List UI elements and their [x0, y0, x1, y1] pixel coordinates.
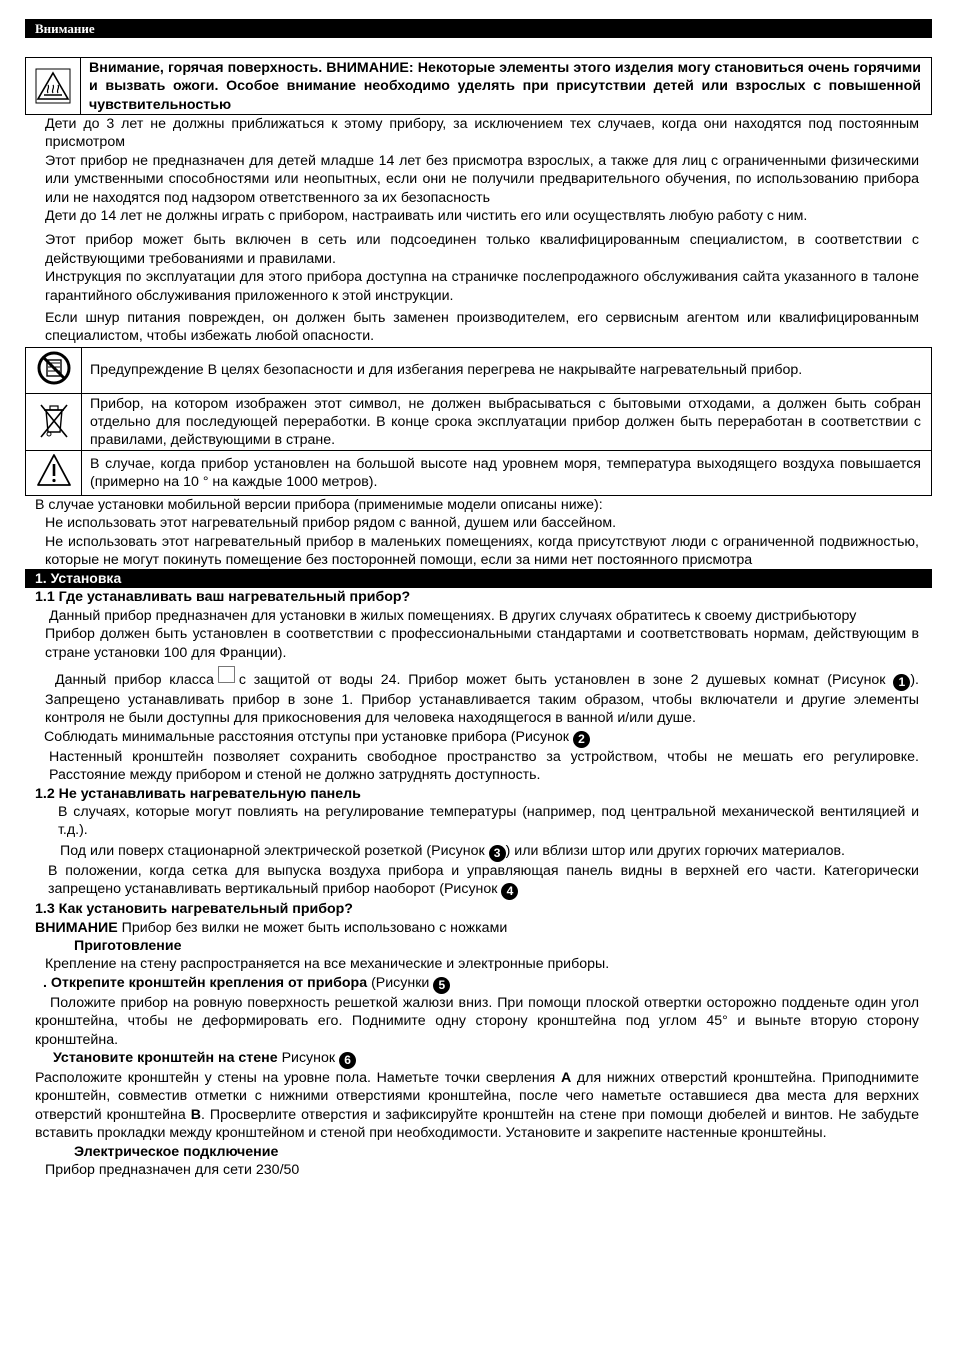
figure-6-badge: 6 [339, 1052, 356, 1069]
figure-5-badge: 5 [433, 977, 450, 994]
paragraph: Соблюдать минимальные расстояния отступы при установке прибора (Рисунок 2 [25, 728, 932, 748]
symbol-text: Предупреждение В целях безопасности и для избегания перегрева не накрывайте нагревательный прибор. [82, 347, 932, 393]
section-1-2-title: 1.2 Не устанавливать нагревательную панель [35, 785, 361, 802]
symbol-text: В случае, когда прибор установлен на большой высоте над уровнем моря, температура выходящего воздуха повышается (примерно на 10 ° на каждые 1000 метров). [82, 451, 932, 495]
electrical-title: Электрическое подключение [74, 1143, 279, 1160]
preparation-title: Приготовление [74, 938, 182, 954]
symbol-row [26, 347, 932, 393]
mobile-item: Не использовать этот нагревательный прибор рядом с ванной, душем или бассейном. [45, 515, 617, 532]
mobile-item: Не использовать этот нагревательный прибор в маленьких помещениях, когда присутствуют люди с ограниченной подвижностью, которые не могут покинуть помещение без посторонней помощи, если за ними нет постоянного присмотра [45, 533, 919, 568]
hot-surface-warning-box [25, 57, 932, 115]
class-symbol-icon [218, 666, 235, 683]
symbol-text: Прибор, на котором изображен этот символ, не должен выбрасываться с бытовыми отходами, а должен быть собран отдельно для последующей переработки. В конце срока эксплуатации прибор должен быть переработан в соответствии с правилами, действующими в стране. [82, 394, 932, 451]
hot-surface-warning-text: Внимание, горячая поверхность. ВНИМАНИЕ: Некоторые элементы этого изделия могу становиться очень горячими и вызвать ожоги. Особое внимание необходимо уделять при присутствии детей или взрослых с повышенной чувствительностью [89, 60, 921, 113]
paragraph: ВНИМАНИЕ Прибор без вилки не может быть использовано с ножками [35, 919, 508, 936]
paragraph: Крепление на стену распространяется на все механические и электронные приборы. [45, 956, 610, 973]
paragraph: Расположите кронштейн у стены на уровне пола. Наметьте точки сверления A для нижних отверстий кронштейна. Приподнимите кронштейн, совместив отметки с нижними отверстиями кронштейна, после чего наметьте оставшиеся два места для верхних отверстий кронштейна B. Просверлите отверстия и зафиксируйте кронштейн на стене при помощи дюбелей и винтов. Не забудьте вставить прокладки между кронштейном и стеной при необходимости. Установите и закрепите настенные кронштейны. [35, 1070, 920, 1142]
safety-paragraph: Этот прибор не предназначен для детей младше 14 лет без присмотра взрослых, а также для лиц с ограниченными физическими или умственными способностями или неопытных, если они не получили предварительного обучения, по использованию прибора или не находятся под надзором ответственного за их безопасность [45, 152, 919, 206]
symbol-row [26, 451, 932, 495]
paragraph: Под или поверх стационарной электрической розеткой (Рисунок 3 ) или вблизи штор или других горючих материалов. [60, 842, 845, 860]
paragraph: Прибор должен быть установлен в соответствии с профессиональными стандартами и соответствовать нормам, действующим в стране установки 100 для Франции). [45, 626, 919, 661]
safety-paragraph: Дети до 14 лет не должны играть с прибором, настраивать или чистить его или осуществлять любую работу с ним. [45, 208, 808, 225]
figure-4-badge: 4 [501, 883, 518, 900]
paragraph: Данный прибор предназначен для установки в жилых помещениях. В других случаях обратитесь к своему дистрибьютору [49, 607, 857, 624]
section-1-header: 1. Установка [25, 569, 932, 588]
paragraph: В случаях, которые могут повлиять на регулирование температуры (например, под центральной механической вентиляцией и т.д.). [58, 803, 919, 839]
attention-header: Внимание [25, 19, 932, 38]
paragraph: Прибор предназначен для сети 230/50 [45, 1162, 300, 1179]
mobile-intro: В случае установки мобильной версии прибора (применимые модели описаны ниже): [35, 496, 603, 513]
symbol-table [25, 347, 932, 496]
paragraph: Установите кронштейн на стене Рисунок 6 [25, 1049, 932, 1069]
figure-3-badge: 3 [489, 845, 506, 862]
safety-paragraph: Этот прибор может быть включен в сеть или подсоединен только квалифицированным специалистом, в соответствии с действующими требованиями и правилами. [45, 232, 919, 267]
safety-paragraph: Дети до 3 лет не должны приближаться к этому прибору, за исключением тех случаев, когда они находятся под постоянным присмотром [45, 116, 919, 151]
symbol-row [26, 394, 932, 451]
warning-triangle-icon [26, 451, 82, 495]
figure-1-badge: 1 [893, 674, 910, 691]
do-not-cover-icon [26, 347, 82, 393]
hot-surface-icon [26, 58, 81, 114]
safety-paragraph: Если шнур питания поврежден, он должен быть заменен производителем, его сервисным агентом или квалифицированным специалистом, чтобы избежать любой опасности. [45, 310, 919, 345]
section-1-1-title: 1.1 Где устанавливать ваш нагревательный прибор? [35, 589, 411, 606]
paragraph: Настенный кронштейн позволяет сохранить свободное пространство за устройством, чтобы не мешать его регулировке. Расстояние между прибором и стеной не должно затруднять доступность. [49, 748, 919, 784]
paragraph: В положении, когда сетка для выпуска воздуха прибора и управляющая панель видны в верхней его части. Категорически запрещено устанавливать вертикальный прибор наоборот (Рисунок 4 [48, 862, 919, 899]
section-1-3-title: 1.3 Как установить нагревательный прибор? [35, 901, 353, 918]
figure-2-badge: 2 [573, 731, 590, 748]
paragraph: Данный прибор класса с защитой от воды 24. Прибор может быть установлен в зоне 2 душевых комнат (Рисунок 1 ). Запрещено устанавливать прибор в зоне 1. Прибор устанавливается таким образом, чтобы включатели и другие элементы контроля не были доступны для прикосновения для человека находящегося в ванной и/или душе. [25, 666, 932, 728]
paragraph: . Открепите кронштейн крепления от прибора (Рисунки 5 [25, 974, 932, 994]
crossed-bin-icon [26, 394, 82, 451]
paragraph: Положите прибор на ровную поверхность решеткой жалюзи вниз. При помощи плоской отвертки осторожно подденьте один угол кронштейна, чтобы не деформировать его. Поднимите одну сторону кронштейна под углом 45° и выньте вторую сторону кронштейна. [35, 994, 919, 1048]
page [25, 19, 932, 1179]
safety-paragraph: Инструкция по эксплуатации для этого прибора доступна на страничке послепродажного обслуживания сайта указанного в талоне гарантийного обслуживания приложенного к этой инструкции. [45, 269, 919, 304]
